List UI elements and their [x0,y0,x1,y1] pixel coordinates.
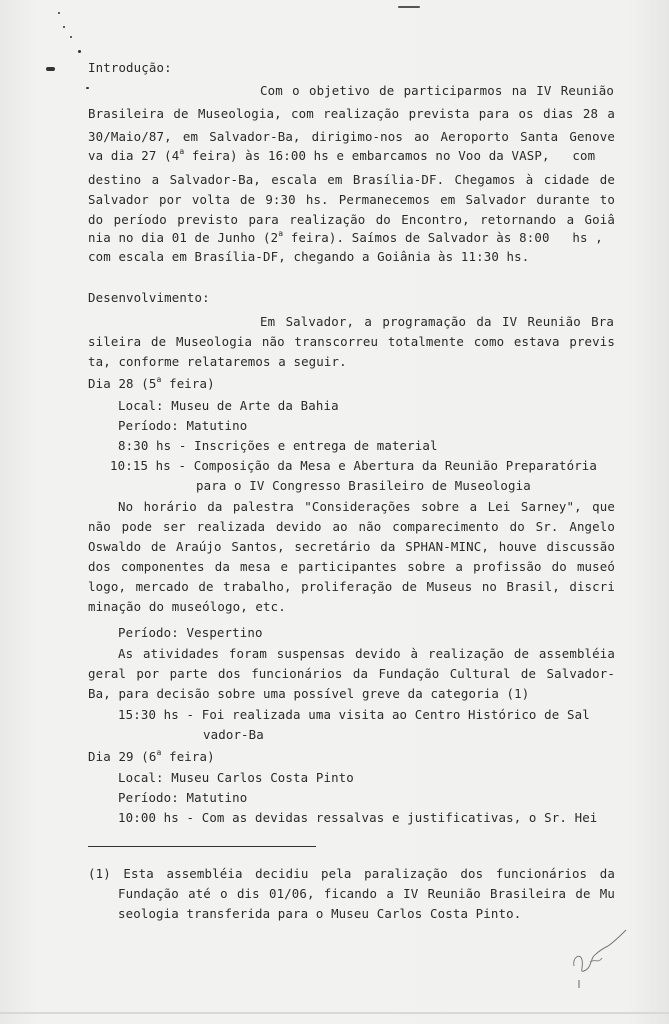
footnote-line: (1) Esta assembléia decidiu pela paralização dos funcionários da [88,866,615,881]
day28-para-line: No horário da palestra "Considerações sobre a Lei Sarney", que [118,499,615,514]
day29-item1: 10:00 hs - Com as devidas ressalvas e justificativas, o Sr. Hei [118,810,598,825]
ink-mark [46,67,55,71]
speck [70,36,72,38]
page-bottom-edge [0,1012,669,1014]
day28-periodo: Período: Matutino [118,418,248,433]
day28-para-line: minação do museólogo, etc. [88,599,286,614]
intro-heading: Introdução: [88,60,172,75]
day28-para-line: Oswaldo de Araújo Santos, secretário da SPHAN-MINC, houve discussão [88,539,615,554]
day28-item2: 10:15 hs - Composição da Mesa e Abertura da Reunião Preparatória [110,458,598,473]
day28-item2-cont: para o IV Congresso Brasileiro de Museologia [196,478,531,493]
day28-para2-line: Ba, para decisão sobre uma possível greve da categoria (1) [88,686,530,701]
day28-item1: 8:30 hs - Inscrições e entrega de material [118,438,438,453]
day28-periodo2: Período: Vespertino [118,625,263,640]
day28-para-line: dos componentes da mesa e participantes sobre a profissão do museó [88,559,615,574]
intro-line: 30/Maio/87, em Salvador-Ba, dirigimo-nos ao Aeroporto Santa Genove [88,129,615,144]
speck [63,26,65,28]
speck [86,87,89,89]
footnote-line: seologia transferida para o Museu Carlos Costa Pinto. [118,906,522,921]
day28-para2-line: As atividades foram suspensas devido à realização de assembléia [118,646,615,661]
day28-para-line: logo, mercado de trabalho, proliferação de Museus no Brasil, discri [88,579,615,594]
speck [58,12,60,14]
intro-line: nia no dia 01 de Junho (2$^a$ feira). Saímos de Salvador às 8:00 hs , [88,229,603,245]
top-mark [398,6,420,8]
dev-line: Em Salvador, a programação da IV Reunião Bra [260,314,614,329]
day28-local: Local: Museu de Arte da Bahia [118,398,339,413]
intro-line: destino a Salvador-Ba, escala em Brasília-DF. Chegamos à cidade de [88,172,615,187]
handwritten-initials [560,918,640,990]
intro-line: Brasileira de Museologia, com realização prevista para os dias 28 a [88,106,615,121]
day28-item3-cont: vador-Ba [203,727,264,742]
dev-line: ta, conforme relataremos a seguir. [88,354,347,369]
intro-line: Com o objetivo de participarmos na IV Reunião [260,83,614,98]
footnote-separator [88,846,316,847]
dev-heading: Desenvolvimento: [88,290,210,305]
day28-para-line: não pode ser realizada devido ao não comparecimento do Sr. Angelo [88,519,615,534]
intro-line: Salvador por volta de 9:30 hs. Permanecemos em Salvador durante to [88,192,615,207]
intro-line: va dia 27 (4$^a$ feira) às 16:00 hs e embarcamos no Voo da VASP, com [88,147,596,163]
intro-line: do período previsto para realização do Encontro, retornando a Goiâ [88,212,615,227]
day28-para2-line: geral por parte dos funcionários da Fundação Cultural de Salvador- [88,666,615,681]
intro-line: com escala em Brasília-DF, chegando a Goiânia às 11:30 hs. [88,249,530,264]
dev-line: sileira de Museologia não transcorreu totalmente como estava previs [88,334,615,349]
day28-title: Dia 28 (5$^a$ feira) [88,375,215,391]
footnote-line: Fundação até o dis 01/06, ficando a IV Reunião Brasileira de Mu [118,886,615,901]
day28-item3: 15:30 hs - Foi realizada uma visita ao Centro Histórico de Sal [118,707,590,722]
day29-periodo: Período: Matutino [118,790,248,805]
day29-local: Local: Museu Carlos Costa Pinto [118,770,354,785]
day29-title: Dia 29 (6$^a$ feira) [88,748,215,764]
speck [78,50,81,53]
